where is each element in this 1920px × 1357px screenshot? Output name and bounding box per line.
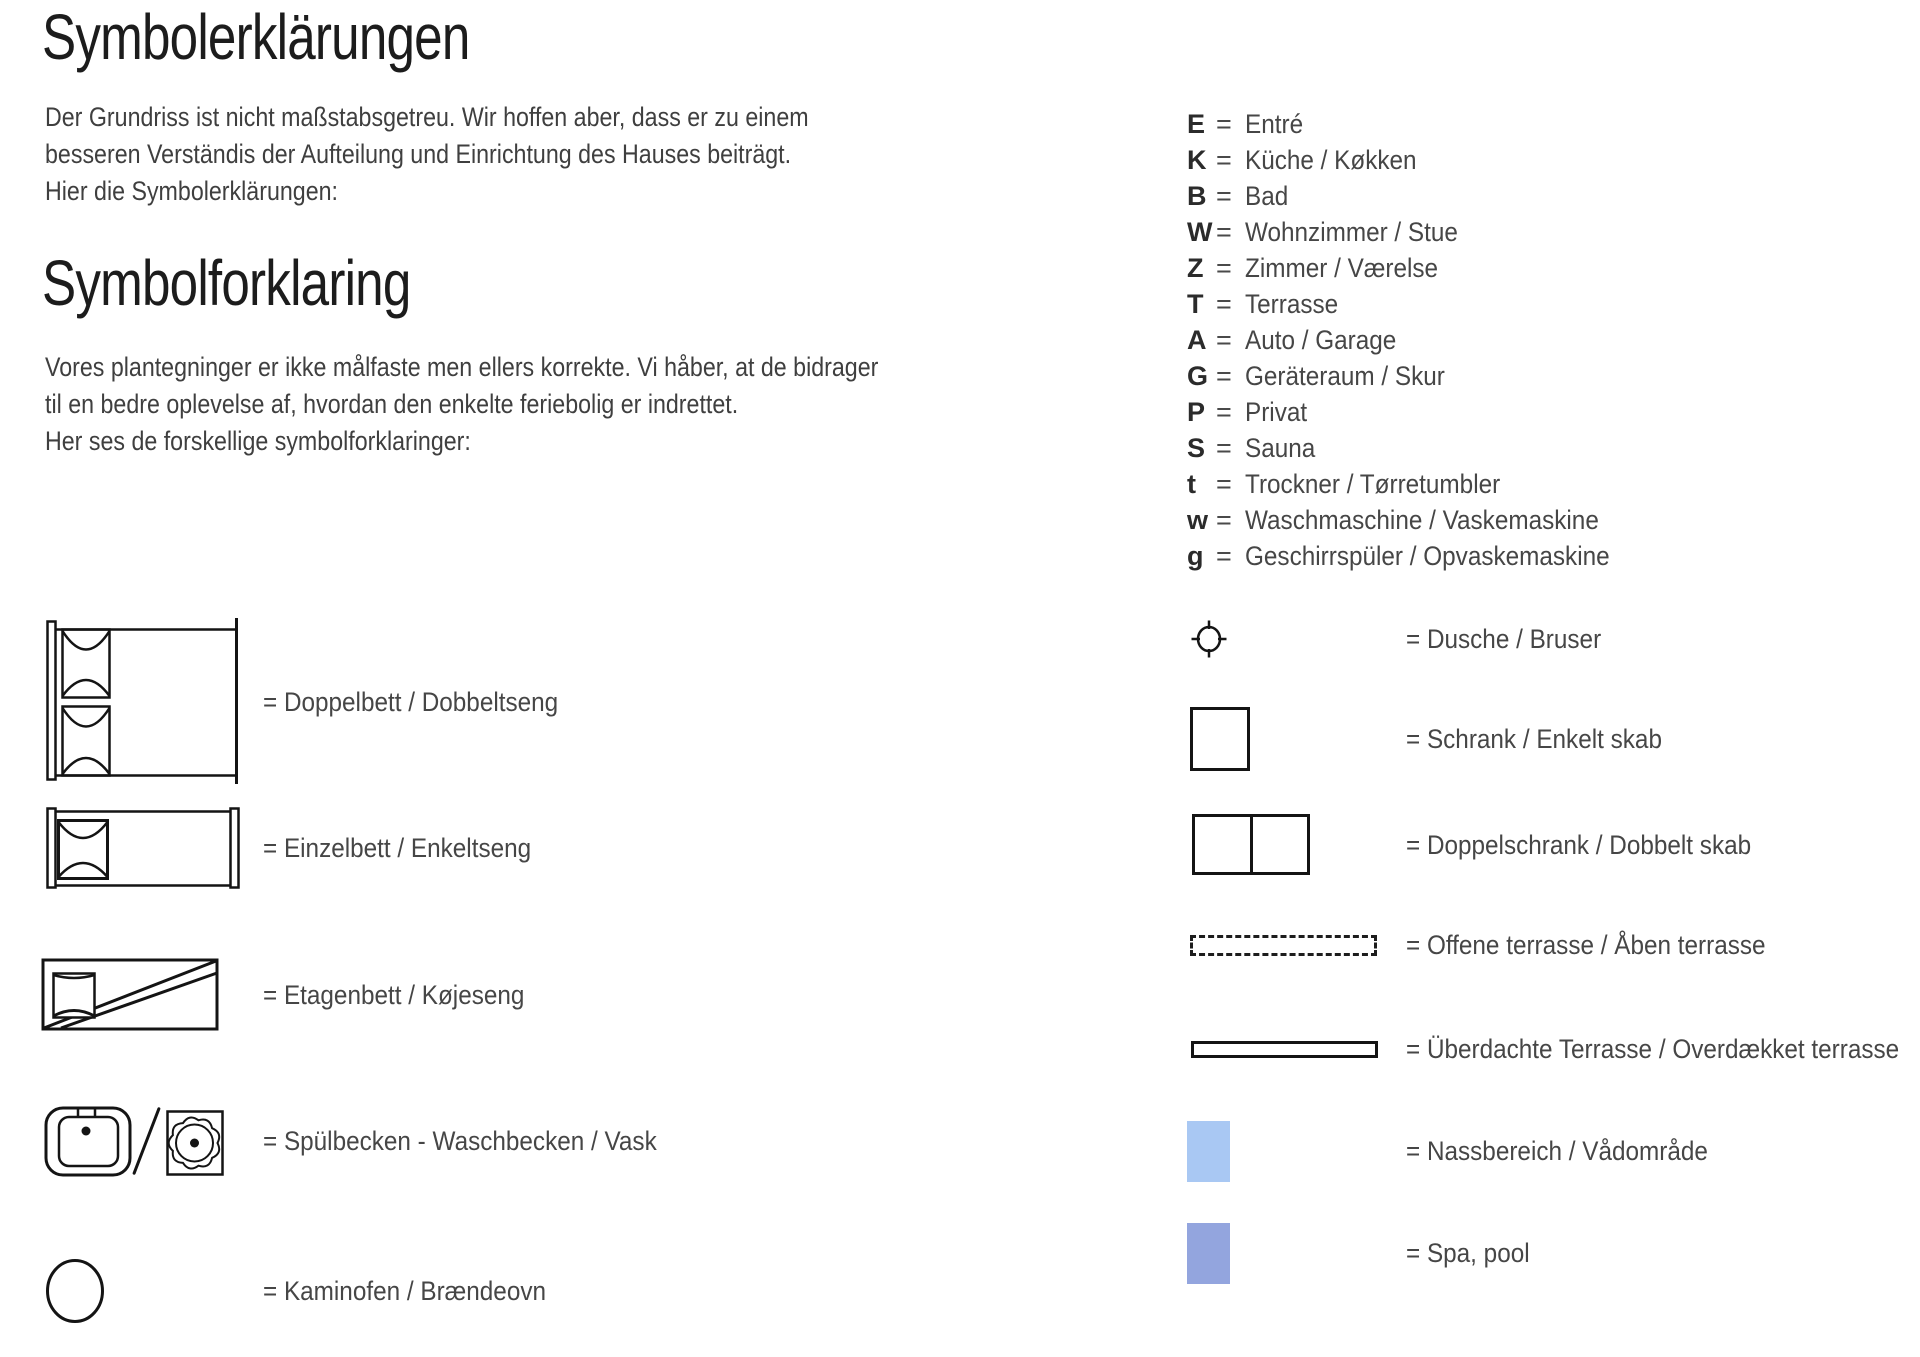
equals-sign: = (1216, 504, 1232, 535)
letter-meaning: Terrasse (1245, 288, 1339, 319)
intro-dk-line-3: Her ses de forskellige symbolforklaringer: (45, 426, 471, 456)
equals-sign: = (1216, 360, 1232, 391)
wardrobe-divider (1250, 817, 1253, 872)
letter-row-t (1187, 466, 1747, 502)
sink-label: = Spülbecken - Waschbecken / Vask (263, 1126, 657, 1156)
wet-area-icon (1187, 1121, 1230, 1182)
letter-meaning: Auto / Garage (1245, 324, 1397, 355)
letter-meaning: Küche / Køkken (1245, 144, 1417, 175)
letter-meaning: Geschirrspüler / Opvaskemaskine (1245, 540, 1610, 571)
double-wardrobe-label: = Doppelschrank / Dobbelt skab (1406, 830, 1752, 860)
letter-row-G (1187, 358, 1747, 394)
equals-sign: = (1216, 396, 1232, 427)
letter-row-Z (1187, 250, 1747, 286)
round-sink-icon (166, 1110, 224, 1176)
letter-key: S (1187, 432, 1206, 463)
intro-de-line-1: Der Grundriss ist nicht maßstabsgetreu. Wir hoffen aber, dass er zu einem (45, 102, 809, 132)
letter-key: A (1187, 324, 1207, 355)
intro-dk-line-1: Vores plantegninger er ikke målfaste men ellers korrekte. Vi håber, at de bidrager (45, 352, 879, 382)
letter-key: G (1187, 360, 1209, 391)
double-bed-label: = Doppelbett / Dobbeltseng (263, 687, 559, 717)
letter-key: B (1187, 180, 1207, 211)
single-bed-label: = Einzelbett / Enkeltseng (263, 833, 532, 863)
letter-key: Z (1187, 252, 1204, 283)
letter-row-w (1187, 502, 1747, 538)
single-bed-icon (42, 806, 244, 890)
open-terrace-label: = Offene terrasse / Åben terrasse (1406, 930, 1766, 960)
letter-meaning: Entré (1245, 108, 1304, 139)
letter-row-B (1187, 178, 1747, 214)
equals-sign: = (1216, 468, 1232, 499)
letter-row-E (1187, 106, 1747, 142)
letter-key: E (1187, 108, 1206, 139)
letter-meaning: Waschmaschine / Vaskemaskine (1245, 504, 1599, 535)
wood-stove-label: = Kaminofen / Brændeovn (263, 1276, 547, 1306)
equals-sign: = (1216, 252, 1232, 283)
letter-row-T (1187, 286, 1747, 322)
double-wardrobe-icon (1192, 814, 1310, 875)
letter-key: K (1187, 144, 1207, 175)
equals-sign: = (1216, 540, 1232, 571)
intro-paragraph-german (45, 99, 933, 210)
intro-de-line-2: besseren Verständis der Aufteilung und Einrichtung des Hauses beiträgt. (45, 139, 792, 169)
letter-key: W (1187, 216, 1213, 247)
letter-row-K (1187, 142, 1747, 178)
slash-separator (132, 1107, 161, 1175)
wood-stove-icon (45, 1258, 105, 1324)
letter-row-W (1187, 214, 1747, 250)
rectangular-sink-icon (44, 1106, 132, 1177)
equals-sign: = (1216, 144, 1232, 175)
letter-key: P (1187, 396, 1206, 427)
covered-terrace-icon (1191, 1041, 1378, 1058)
shower-icon (1189, 619, 1229, 659)
equals-sign: = (1216, 216, 1232, 247)
letter-meaning: Sauna (1245, 432, 1316, 463)
spa-pool-label: = Spa, pool (1406, 1238, 1530, 1268)
letter-row-g (1187, 538, 1747, 574)
intro-de-line-3: Hier die Symbolerklärungen: (45, 176, 338, 206)
letter-row-S (1187, 430, 1747, 466)
equals-sign: = (1216, 432, 1232, 463)
covered-terrace-label: = Überdachte Terrasse / Overdækket terrasse (1406, 1034, 1900, 1064)
letter-meaning: Zimmer / Værelse (1245, 252, 1439, 283)
single-wardrobe-icon (1190, 707, 1250, 771)
spa-pool-icon (1187, 1223, 1230, 1284)
equals-sign: = (1216, 180, 1232, 211)
equals-sign: = (1216, 324, 1232, 355)
letter-meaning: Privat (1245, 396, 1308, 427)
letter-row-P (1187, 394, 1747, 430)
single-wardrobe-label: = Schrank / Enkelt skab (1406, 724, 1662, 754)
letter-row-A (1187, 322, 1747, 358)
title-german: Symbolerklärungen (42, 1, 470, 73)
shower-label: = Dusche / Bruser (1406, 624, 1602, 654)
bunk-bed-icon (41, 958, 219, 1032)
open-terrace-icon (1190, 935, 1377, 956)
letter-meaning: Wohnzimmer / Stue (1245, 216, 1458, 247)
equals-sign: = (1216, 288, 1232, 319)
letter-meaning: Bad (1245, 180, 1289, 211)
letter-key: g (1187, 540, 1204, 571)
letter-meaning: Trockner / Tørretumbler (1245, 468, 1501, 499)
letter-key: t (1187, 468, 1196, 499)
intro-dk-line-2: til en bedre oplevelse af, hvordan den enkelte feriebolig er indrettet. (45, 389, 739, 419)
equals-sign: = (1216, 108, 1232, 139)
letter-key: w (1187, 504, 1209, 535)
letter-key: T (1187, 288, 1204, 319)
title-danish: Symbolforklaring (42, 247, 411, 319)
bunk-bed-label: = Etagenbett / Køjeseng (263, 980, 525, 1010)
double-bed-icon (42, 618, 238, 784)
intro-paragraph-danish (45, 349, 1014, 460)
letter-meaning: Geräteraum / Skur (1245, 360, 1445, 391)
wet-area-label: = Nassbereich / Vådområde (1406, 1136, 1708, 1166)
letter-legend (1187, 106, 1747, 574)
